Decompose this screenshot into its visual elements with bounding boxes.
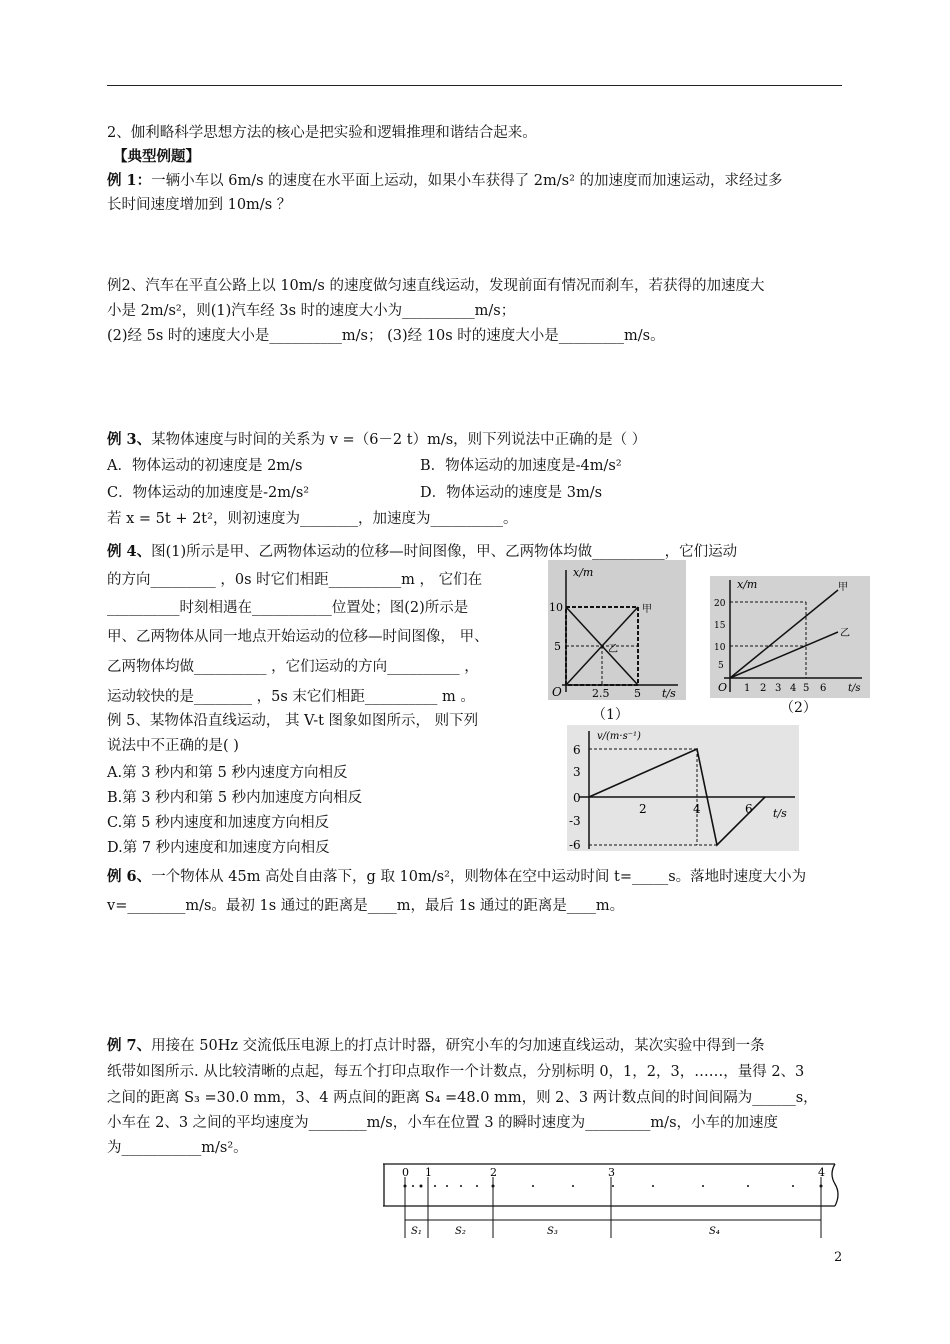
fig1-y10: 10	[549, 601, 563, 614]
figure-1-xt-graph	[548, 560, 686, 700]
example-6-line-2: v=________m/s。最初 1s 通过的距离是____m，最后 1s 通过的距离是____m。	[107, 898, 625, 914]
example-6-line-1	[107, 867, 806, 887]
fig2-ylabel: x/m	[737, 578, 758, 591]
fig1-label-yi: 乙	[608, 644, 618, 655]
fig1-xlabel: t/s	[662, 687, 676, 700]
fig2-tick-2: 2	[760, 683, 767, 694]
fig2-y5: 5	[718, 661, 724, 671]
figure-2-xt-graph	[710, 576, 870, 698]
example-5-option-a: A.第 3 秒内和第 5 秒内速度方向相反	[107, 765, 348, 781]
fig2-origin: O	[718, 681, 728, 694]
fig3-y3: 3	[573, 765, 581, 779]
fig3-x4: 4	[693, 802, 701, 816]
fig3-x6: 6	[745, 802, 753, 816]
example-1-label: 例 1：	[107, 172, 152, 189]
fig3-ym3: -3	[569, 814, 581, 828]
tape-point-3: 3	[608, 1166, 615, 1179]
example-3-option-b: B．物体运动的加速度是-4m/s²	[420, 458, 622, 474]
example-7-line-2: 纸带如图所示. 从比较清晰的点起，每五个打印点取作一个计数点，分别标明 0，1，2，3，……，量得 2、3	[107, 1064, 805, 1080]
example-5-option-d: D.第 7 秒内速度和加速度方向相反	[107, 840, 330, 856]
fig1-y5: 5	[554, 640, 561, 653]
fig3-x2: 2	[639, 802, 647, 816]
fig1-x25: 2.5	[592, 687, 610, 700]
tape-seg-s2: S₂	[455, 1226, 466, 1237]
fig1-x5: 5	[634, 687, 641, 700]
example-3-option-a: A．物体运动的初速度是 2m/s	[107, 458, 303, 474]
example-7-line-5: 为___________m/s²。	[107, 1140, 248, 1156]
example-3-label: 例 3、	[107, 431, 152, 448]
fig2-y20: 20	[714, 599, 726, 609]
fig3-ylabel: v/(m·s⁻¹)	[597, 731, 641, 742]
figure-2-caption: （2）	[780, 700, 817, 716]
fig2-tick-5: 5	[803, 683, 810, 694]
tape-point-4: 4	[818, 1166, 825, 1179]
tape-point-1: 1	[425, 1166, 432, 1179]
fig2-tick-4: 4	[790, 683, 797, 694]
tape-seg-s4: S₄	[709, 1226, 720, 1237]
fig3-ym6: -6	[569, 838, 581, 851]
point-2-text: 2、伽利略科学思想方法的核心是把实验和逻辑推理和谐结合起来。	[107, 125, 537, 141]
example-5-line-2: 说法中不正确的是( )	[107, 738, 239, 754]
figure-3-vt-graph	[567, 725, 799, 851]
example-5-line-1: 例 5、某物体沿直线运动， 其 V-t 图象如图所示， 则下列	[107, 713, 479, 729]
example-6-text: 一个物体从 45m 高处自由落下，g 取 10m/s²，则物体在空中运动时间 t=_____s。落地时速度大小为	[151, 869, 807, 885]
example-1-text: 一辆小车以 6m/s 的速度在水平面上运动，如果小车获得了 2m/s² 的加速度而加速运动，求经过多	[151, 173, 783, 189]
example-5-option-c: C.第 5 秒内速度和加速度方向相反	[107, 815, 330, 831]
example-4-line-5: 乙两物体均做__________ ，它们运动的方向__________ ，	[107, 659, 479, 675]
fig1-ylabel: x/m	[573, 566, 594, 579]
fig3-y0: 0	[573, 791, 581, 805]
tape-seg-s3: S₃	[547, 1226, 558, 1237]
example-1-line-2: 长时间速度增加到 10m/s ？	[107, 197, 292, 213]
figure-4-paper-tape	[383, 1162, 843, 1240]
tape-torn-end	[832, 1164, 838, 1206]
example-3-option-d: D．物体运动的速度是 3m/s	[420, 485, 603, 501]
fig3-xlabel: t/s	[773, 807, 787, 820]
example-2-line-3: (2)经 5s 时的速度大小是__________m/s； (3)经 10s 时的速度大小是_________m/s。	[107, 328, 665, 344]
example-3-stem	[107, 430, 646, 450]
fig2-tick-3: 3	[775, 683, 782, 694]
page-number: 2	[834, 1250, 843, 1265]
example-3-extra: 若 x = 5t + 2t²，则初速度为________，加速度为__________。	[107, 511, 518, 527]
example-2-line-2: 小是 2m/s²，则(1)汽车经 3s 时的速度大小为__________m/s；	[107, 303, 516, 319]
fig2-tick-6: 6	[820, 683, 827, 694]
example-7-label: 例 7、	[107, 1037, 152, 1054]
tape-seg-s1: S₁	[411, 1226, 422, 1237]
tape-dots	[404, 1185, 823, 1188]
example-5-option-b: B.第 3 秒内和第 5 秒内加速度方向相反	[107, 790, 363, 806]
example-3-text: 某物体速度与时间的关系为 v =（6－2 t）m/s，则下列说法中正确的是（ ）	[151, 432, 647, 448]
example-4-line-3: __________时刻相遇在___________位置处；图(2)所示是	[107, 600, 469, 616]
example-4-line-2: 的方向_________ ，0s 时它们相距__________m ， 它们在	[107, 572, 483, 588]
header-rule	[107, 85, 842, 86]
example-4-line-6: 运动较快的是________ ，5s 末它们相距__________ m 。	[107, 689, 475, 705]
fig2-xlabel: t/s	[848, 683, 861, 694]
example-7-line-1	[107, 1036, 765, 1056]
fig2-y15: 15	[714, 621, 726, 631]
fig1-origin: O	[552, 685, 562, 699]
example-7-line-4: 小车在 2、3 之间的平均速度为________m/s，小车在位置 3 的瞬时速度为_________m/s，小车的加速度	[107, 1115, 779, 1131]
example-4-line-1	[107, 542, 737, 562]
example-6-label: 例 6、	[107, 868, 152, 885]
fig1-label-jia: 甲	[642, 604, 652, 615]
example-4-line-4: 甲、乙两物体从同一地点开始运动的位移—时间图像， 甲、	[107, 629, 489, 645]
example-7-line-3: 之间的距离 S₃ =30.0 mm，3、4 两点间的距离 S₄ =48.0 mm，则 2、3 两计数点间的时间间隔为______s，	[107, 1090, 818, 1106]
fig2-label-yi: 乙	[840, 628, 850, 639]
figure-1-caption: （1）	[592, 707, 629, 723]
example-2-line-1: 例2、汽车在平直公路上以 10m/s 的速度做匀速直线运动，发现前面有情况而刹车，若获得的加速度大	[107, 278, 765, 294]
example-4-label: 例 4、	[107, 543, 152, 560]
fig2-label-jia: 甲	[838, 582, 848, 593]
example-1-line-1	[107, 171, 783, 191]
fig3-y6: 6	[573, 743, 581, 757]
example-4-text: 图(1)所示是甲、乙两物体运动的位移—时间图像，甲、乙两物体均做__________，它们运动	[151, 544, 738, 560]
section-heading: 【典型例题】	[113, 148, 200, 165]
fig2-y10: 10	[714, 643, 726, 653]
fig2-tick-1: 1	[744, 683, 751, 694]
tape-point-0: 0	[402, 1166, 409, 1179]
tape-point-2: 2	[490, 1166, 497, 1179]
example-3-option-c: C．物体运动的加速度是-2m/s²	[107, 485, 310, 501]
example-7-text: 用接在 50Hz 交流低压电源上的打点计时器，研究小车的匀加速直线运动，某次实验中得到一条	[151, 1038, 765, 1054]
